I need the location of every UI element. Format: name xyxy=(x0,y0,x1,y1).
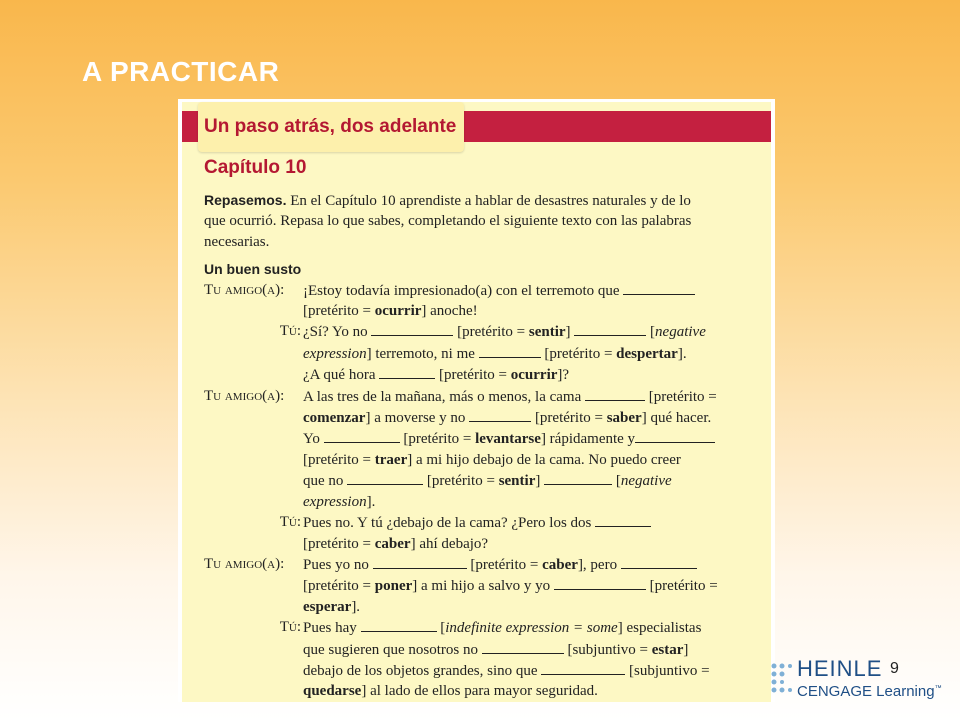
story-title: Un buen susto xyxy=(204,261,302,278)
answer-blank[interactable] xyxy=(479,343,541,358)
answer-blank[interactable] xyxy=(635,428,715,443)
heinle-mark-icon xyxy=(770,660,794,700)
speaker-label: Tú: xyxy=(279,514,301,531)
dialogue-turn: Tu amigo(a): A las tres de la mañana, más o menos, la cama [pretérito = comenzar] a moverse y no [pretérito = saber] qué hacer. Yo [pretérito = levantarse] rápidamente y [pretérito = traer] a mi hijo debajo de la cama. No puedo creer que no [pretérito = sentir] [negative expression]. xyxy=(204,387,717,510)
answer-blank[interactable] xyxy=(541,660,625,675)
publisher-logo xyxy=(770,656,950,706)
answer-blank[interactable] xyxy=(595,512,651,527)
page-number: 9 xyxy=(890,660,899,677)
dialogue-turn: Tú: ¿Sí? Yo no [pretérito = sentir] [negative expression] terremoto, ni me [pretérito = despertar]. ¿A qué hora [pretérito = ocurrir]? xyxy=(204,321,764,385)
answer-blank[interactable] xyxy=(544,470,612,485)
answer-blank[interactable] xyxy=(371,321,453,336)
answer-blank[interactable] xyxy=(347,470,423,485)
answer-blank[interactable] xyxy=(324,428,400,443)
answer-blank[interactable] xyxy=(574,321,646,336)
dialogue-turn: Tú: Pues hay [indefinite expression = some] especialistas que sugieren que nosotros no [subjuntivo = estar] debajo de los objetos grandes, sino que [subjuntivo = quedarse] al lado de ellos para mayor seguridad. xyxy=(204,617,764,702)
exercise-panel xyxy=(182,102,771,702)
instructions-lead: Repasemos. xyxy=(204,192,287,208)
dialogue-turn: Tu amigo(a): ¡Estoy todavía impresionado(a) con el terremoto que [pretérito = ocurrir] anoche! xyxy=(204,280,764,322)
instructions: Repasemos. En el Capítulo 10 aprendiste a hablar de desastres naturales y de lo que ocurrió. Repasa lo que sabes, completando el siguiente texto con las palabras necesarias. xyxy=(204,192,692,250)
speaker-label: Tú: xyxy=(279,323,301,340)
answer-blank[interactable] xyxy=(621,554,697,569)
answer-blank[interactable] xyxy=(379,364,435,379)
exercise-content xyxy=(204,190,764,702)
answer-blank[interactable] xyxy=(482,639,564,654)
logo-subtitle: CENGAGE Learning™ xyxy=(797,683,942,700)
answer-blank[interactable] xyxy=(585,386,645,401)
answer-blank[interactable] xyxy=(623,280,695,295)
textbook-page xyxy=(178,99,775,702)
dialogue-turn: Tu amigo(a): Pues yo no [pretérito = caber], pero [pretérito = poner] a mi hijo a salvo y yo [pretérito = esperar]. xyxy=(204,555,718,615)
section-label: Un paso atrás, dos adelante xyxy=(204,116,457,137)
speaker-label: Tú: xyxy=(279,619,301,636)
answer-blank[interactable] xyxy=(469,407,531,422)
answer-blank[interactable] xyxy=(373,554,467,569)
answer-blank[interactable] xyxy=(554,575,646,590)
speaker-label: Tu amigo(a): xyxy=(204,555,285,572)
speaker-label: Tu amigo(a): xyxy=(204,387,285,404)
slide-title: A PRACTICAR xyxy=(82,56,280,87)
logo-brand: HEINLE xyxy=(797,656,883,681)
answer-blank[interactable] xyxy=(361,617,437,632)
chapter-heading: Capítulo 10 xyxy=(204,157,307,178)
speaker-label: Tu amigo(a): xyxy=(204,281,285,298)
dialogue-turn: Tú: Pues no. Y tú ¿debajo de la cama? ¿Pero los dos [pretérito = caber] ahí debajo? xyxy=(204,512,764,554)
